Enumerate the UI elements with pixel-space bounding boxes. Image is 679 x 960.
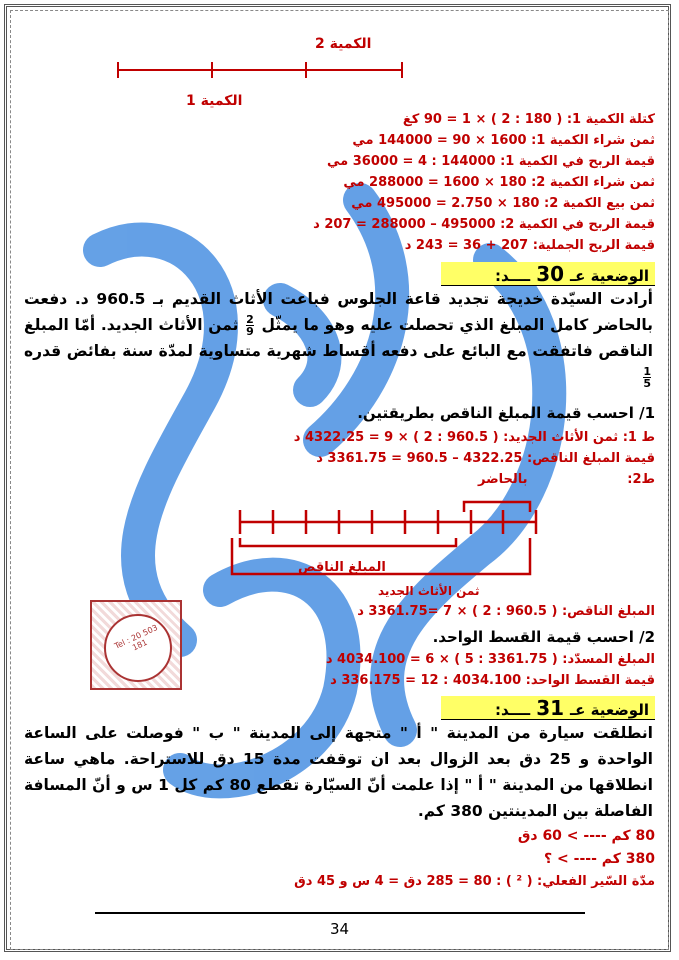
driving-time: مدّة السّير الفعلي: ( ² ) : 80 = 285 دق = 4 س و 45 دق [294,874,655,889]
banner-number: 30 [536,262,565,286]
segment-diagram [230,488,550,588]
ratio-line-1: 80 كم ---- > 60 دق [517,828,655,844]
diagram-total-label: ثمن الأثاث الجديد [378,584,480,598]
calc-line: قيمة الربح في الكمية 2: 495000 – 288000 = 207 د [313,217,655,232]
diagram-present-label: بالحاضر [478,472,528,487]
question-2: 2/ احسب قيمة القسط الواحد. [432,628,655,646]
quantity2-label: الكمية 2 [315,36,372,52]
calc-line: قيمة الربح في الكمية 1: 144000 : 4 = 36000 مي [327,154,655,169]
banner-tail: ــــد: [495,267,531,285]
method1-line2: قيمة المبلغ الناقص: 4322.25 – 960.5 = 3361.75 د [316,451,655,466]
banner-number: 31 [536,696,565,720]
stamp-text: Tel : 20 503 181 [113,623,160,653]
calc-line: ثمن شراء الكمية 2: 180 × 1600 = 288000 مي [343,175,655,190]
situation-31-text: انطلقت سيارة من المدينة " أ " متجهة إلى المدينة " ب " فوصلت على الساعة الواحدة و 25 دق بعد الزوال بعد ان توقفت مدة 15 دق للاستراحة. ماهي ساعة انطلاقها من المدينة " أ " إذا علمت أنّ السيّارة تقطع 80 كم كل 1 س و أنّ المسافة الفاصلة بين المدينتين 380 كم. [24,724,653,820]
calc-line: ثمن شراء الكمية 1: 1600 × 90 = 144000 مي [352,133,655,148]
quantity1-label: الكمية 1 [186,93,243,109]
q2-line2: قيمة القسط الواحد: 4034.100 : 12 = 336.175 د [330,673,655,688]
banner-tail: ــــد: [495,701,531,719]
stamp [90,600,182,690]
situation-30-text [24,286,653,390]
calc-line: ثمن بيع الكمية 2: 180 × 2.750 = 495000 مي [351,196,655,211]
method2-label: ط2: [627,472,655,487]
situation-31-banner [441,696,655,720]
method1-line1: ط 1: ثمن الأثاث الجديد: ( 960.5 : 2 ) × 9 = 4322.25 د [293,430,655,445]
footer-rule [95,912,585,914]
fraction-2-9: $\frac{2}{9}$ [246,313,254,338]
q2-line1: المبلغ المسدّد: ( 3361.75 : 5 ) × 6 = 4034.100 د [325,652,655,667]
banner-label: الوضعية عـ [570,701,649,719]
calc-line: قيمة الربح الجملية: 207 + 36 = 243 د [404,238,655,253]
method2-result: المبلغ الناقص: ( 960.5 : 2 ) × 7 =3361.75 د [357,604,655,619]
calc-line: كتلة الكمية 1: ( 180 : 2 ) × 1 = 90 كغ [402,112,655,127]
diagram-missing-label: المبلغ الناقص [298,560,386,575]
situation-30-banner [441,262,655,286]
para-part: أرادت السيّدة خديجة تجديد قاعة الجلوس فباعت الأثاث القديم بـ 960.5 د. دفعت بالحاضر كامل المبلغ الذي تحصلت عليه وهو ما يمثّل [24,290,653,334]
quantity-diagram [110,60,410,82]
para-part: ثمن الأثاث الجديد. أمّا المبلغ الناقص فاتفقت مع البائع على دفعه أقساط شهرية متساوية لمدّة سنة بفائض قدره [24,316,653,360]
fraction-1-5: $\frac{1}{5}$ [643,365,651,390]
ratio-line-2: 380 كم ---- > ؟ [544,851,655,867]
question-1: 1/ احسب قيمة المبلغ الناقص بطريقتين. [357,404,655,422]
banner-label: الوضعية عـ [570,267,649,285]
page-number: 34 [329,920,350,938]
